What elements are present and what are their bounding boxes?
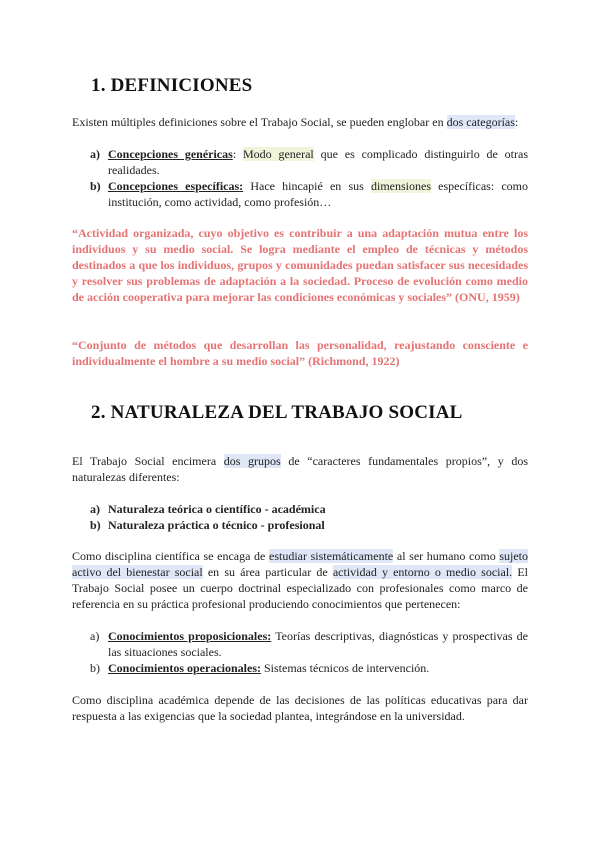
quote-richmond: “Conjunto de métodos que desarrollan las personalidad, reajustando consciente e individualmente el hombre a su medio social” (Richmond, 1922) [72,338,528,368]
section-1-title: DEFINICIONES [110,75,253,96]
item-text: Teorías descriptivas, diagnósticas y prospectivas de las situaciones sociales. [108,629,528,659]
highlight-sujeto-activo: sujeto activo del bienestar social [72,549,528,579]
highlight-modo-general: Modo general [242,147,314,161]
highlight-actividad-entorno: actividad y entorno o medio social. [332,565,513,579]
para-text: de “caracteres fundamentales propios”, y dos naturalezas diferentes: [72,454,528,484]
para-text: al ser humano como [393,549,500,563]
list-marker: b) [90,518,101,532]
item-text: que es complicado distinguirlo de otras realidades. [108,147,528,177]
list-item-concepciones-especificas [108,178,528,210]
section-1-number: 1. [91,75,106,96]
item-text: específicas: como institución, como actividad, como profesión… [108,179,528,209]
term: Conocimientos proposicionales: [108,629,272,643]
section-2-heading [91,402,463,424]
quote-onu: “Actividad organizada, cuyo objetivo es contribuir a una adaptación mutua entre los individuos y su medio social. Se logra mediante el empleo de técnicas y métodos destinados a que los individuos, grupos y comunidades puedan satisfacer sus necesidades y resolver sus problemas de adaptación a la sociedad. Proceso de evolución como medio de acción cooperativa para mejorar las condiciones económicas y sociales” (ONU, 1959) [72,226,528,304]
list-marker: a) [90,147,100,161]
para-text: en su área particular de [202,565,333,579]
knowledge-proposicionales [108,628,528,660]
section-2-number: 2. [91,402,106,423]
item-text: Hace hincapié en sus [243,179,371,193]
nature-teorica: Naturaleza teórica o científico - académica [108,502,326,516]
term: Concepciones específicas: [108,179,244,193]
knowledge-operacionales [108,660,528,676]
highlight-dos-categorias: dos categorías [446,115,515,129]
list-marker: b) [90,661,100,675]
list-marker: a) [90,629,100,643]
item-text: : [232,147,243,161]
nature-practica: Naturaleza práctica o técnico - profesional [108,518,325,532]
section-1-intro [72,114,528,130]
list-marker: a) [90,502,100,516]
para-text: Como disciplina científica se encaga de [72,549,269,563]
para-text: El Trabajo Social encimera [72,454,224,468]
intro-text: Existen múltiples definiciones sobre el Trabajo Social, se pueden englobar en [72,115,447,129]
section-2-disciplina-cientifica [72,548,528,612]
highlight-dimensiones: dimensiones [371,179,431,193]
intro-end: : [514,115,519,129]
highlight-estudiar: estudiar sistemáticamente [269,549,394,563]
section-2-disciplina-academica: Como disciplina académica depende de las decisiones de las políticas educativas para dar respuesta a las exigencias que la sociedad plantea, integrándose en la universidad. [72,693,528,723]
para-text: El Trabajo Social posee un cuerpo doctrinal especializado con profesionales como marco de referencia en su práctica profesional produciendo conocimientos que pertenecen: [72,565,528,611]
term: Concepciones genéricas [108,147,233,161]
section-2-title: NATURALEZA DEL TRABAJO SOCIAL [110,402,463,423]
highlight-dos-grupos: dos grupos [223,454,281,468]
term: Conocimientos operacionales: [108,661,261,675]
section-2-intro [72,453,528,485]
list-item-concepciones-genericas [108,146,528,178]
item-text: Sistemas técnicos de intervención. [260,661,430,675]
section-1-heading [91,75,252,97]
list-marker: b) [90,179,101,193]
